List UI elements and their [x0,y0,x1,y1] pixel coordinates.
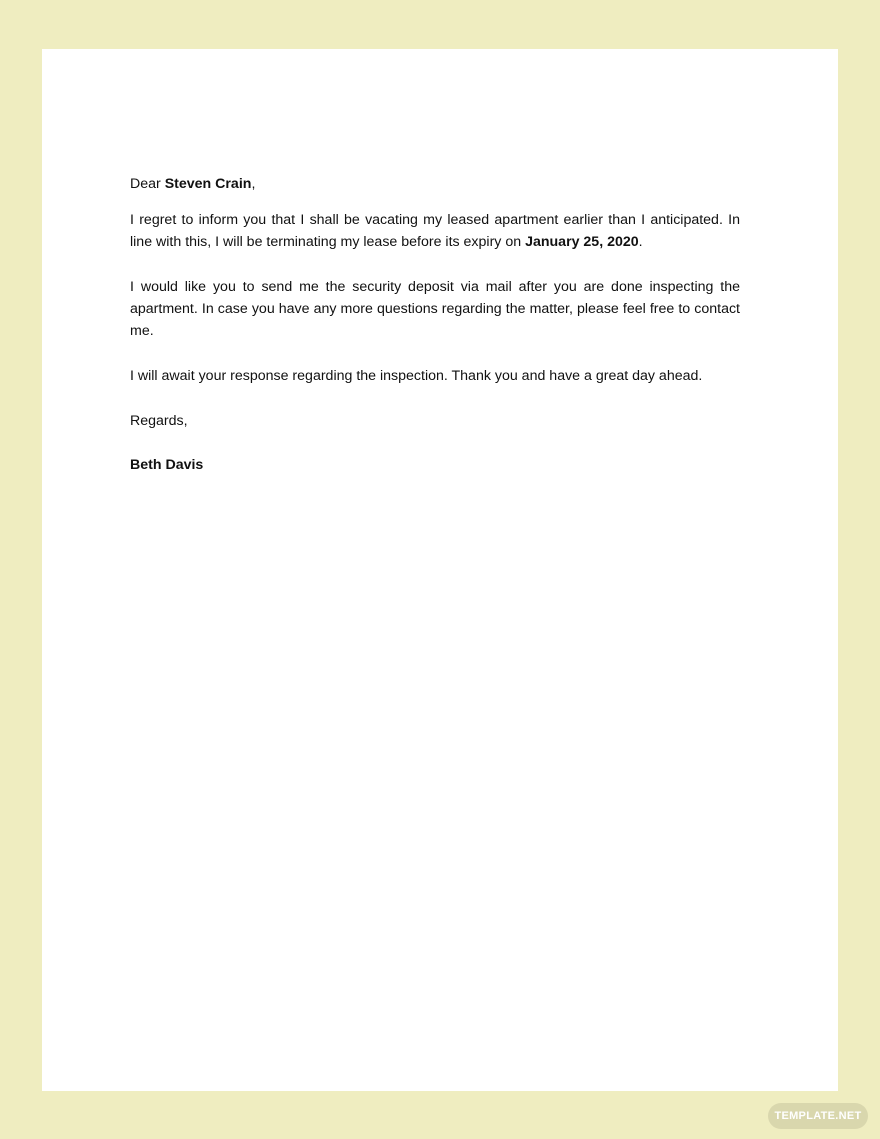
sender-name-text: Beth Davis [130,457,204,473]
paragraph-notice [130,209,740,253]
closing: Regards, [130,413,188,429]
paragraph-notice-text: I regret to inform you that I shall be vacating my leased apartment earlier than I anticipated. In line with this, I will be terminating my lease before its expiry on [130,212,740,250]
salutation-prefix: Dear [130,176,165,192]
paragraph-deposit: I would like you to send me the security deposit via mail after you are done inspecting the apartment. In case you have any more questions regarding the matter, please feel free to contact me. [130,279,740,339]
expiry-date: January 25, 2020 [525,234,639,250]
recipient-name: Steven Crain [164,176,252,192]
template-net-badge[interactable]: TEMPLATE.NET [768,1103,868,1129]
letter-body [130,173,740,476]
letter-page [42,49,838,1091]
paragraph-notice-end: . [638,234,643,250]
salutation [130,173,740,195]
paragraph-closing-remark: I will await your response regarding the inspection. Thank you and have a great day ahead. [130,368,703,384]
salutation-suffix: , [251,176,256,192]
sender-name [130,454,740,476]
